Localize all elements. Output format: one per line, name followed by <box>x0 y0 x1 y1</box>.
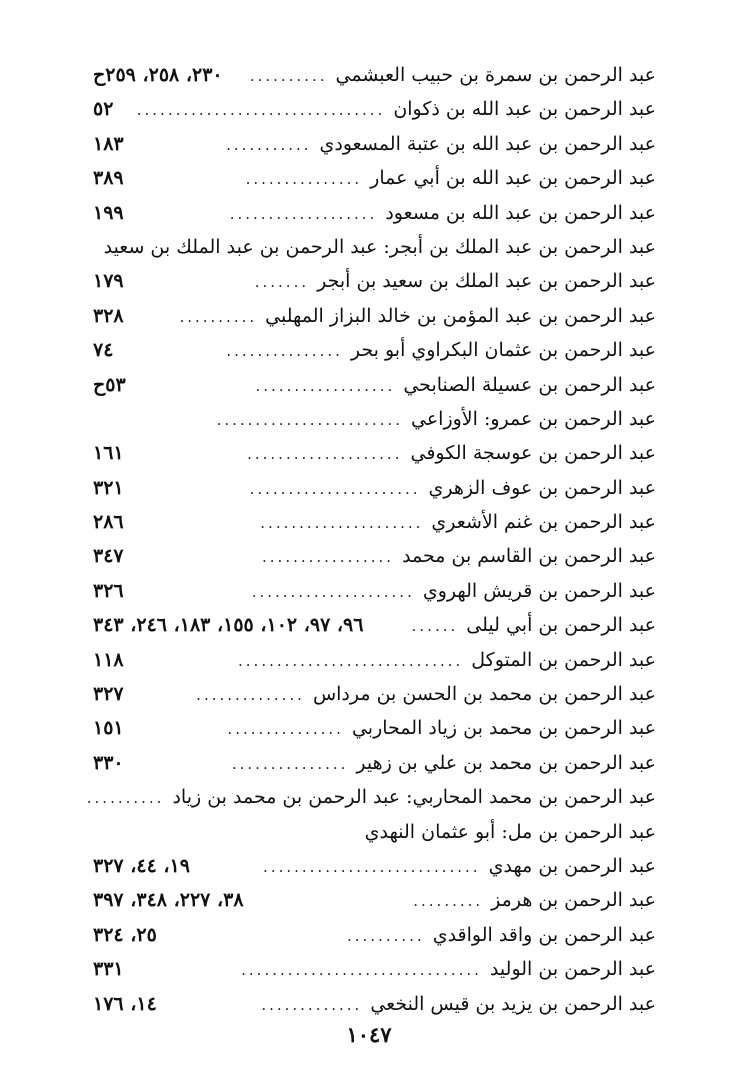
dot-leader: ...................... <box>249 479 421 498</box>
entry-name: عبد الرحمن بن محمد المحاربي: عبد الرحمن بن محمد بن زياد <box>172 786 656 809</box>
entry-name: عبد الرحمن بن عبد الله بن عتبة المسعودي <box>319 132 656 155</box>
index-entry <box>93 539 656 573</box>
entry-page-refs: ٣٤٧ <box>93 545 124 568</box>
entry-name: عبد الرحمن بن أبي ليلى <box>466 614 656 637</box>
entry-name: عبد الرحمن بن الوليد <box>489 958 656 981</box>
dot-leader: .......... <box>86 789 165 808</box>
index-entry <box>93 849 656 883</box>
dot-leader: ............... <box>227 720 344 739</box>
dot-leader: ...... <box>411 617 459 636</box>
entry-name: عبد الرحمن بن عسيلة الصنابحي <box>403 373 656 396</box>
entry-name: عبد الرحمن بن عبد الله بن ذكوان <box>393 98 656 121</box>
index-entry <box>93 264 656 298</box>
index-entry <box>86 780 656 814</box>
dot-leader: ................. <box>262 548 395 567</box>
dot-leader: ............... <box>231 754 349 773</box>
index-entry <box>93 883 656 917</box>
index-entry <box>93 505 656 539</box>
entry-page-refs: ٣٢٦ <box>93 579 124 602</box>
entry-name: عبد الرحمن بن عبد الملك بن أبجر: عبد الرحمن بن عبد الملك بن سعيد <box>103 235 656 258</box>
index-entry <box>93 746 656 780</box>
entry-page-refs: ٣٣١ <box>93 958 124 981</box>
index-entry <box>93 677 656 711</box>
entry-name: عبد الرحمن بن عوف الزهري <box>428 476 656 499</box>
index-entry <box>93 471 656 505</box>
dot-leader: ............................. <box>238 651 464 670</box>
entry-name: عبد الرحمن بن عبد الملك بن سعيد بن أبجر <box>317 270 656 293</box>
entry-name: عبد الرحمن بن عبد المؤمن بن خالد البزاز المهلبي <box>265 304 656 327</box>
entry-page-refs: ٣٣٠ <box>93 751 124 774</box>
entry-page-refs: ٢٣٠، ٢٥٨، ٢٥٩ح <box>93 64 223 86</box>
index-entry <box>93 333 656 367</box>
entry-page-refs: ١٤، ١٧٦ <box>93 992 157 1015</box>
entry-name: عبد الرحمن بن عوسجة الكوفي <box>410 442 656 465</box>
entry-page-refs: ٣٢١ <box>93 476 124 499</box>
dot-leader: ......... <box>413 892 484 911</box>
dot-leader: .................... <box>247 445 403 464</box>
entry-name: عبد الرحمن بن القاسم بن محمد <box>402 545 656 568</box>
dot-leader: .......... <box>179 307 258 326</box>
dot-leader: .......... <box>249 67 328 85</box>
entry-name: عبد الرحمن بن مهدي <box>488 854 656 877</box>
dot-leader: ............. <box>261 995 363 1014</box>
index-list <box>86 58 656 1021</box>
entry-page-refs: ٢٨٦ <box>93 511 124 534</box>
entry-name: عبد الرحمن بن يزيد بن قيس النخعي <box>370 992 656 1015</box>
index-entry <box>93 987 656 1021</box>
dot-leader: .......... <box>347 926 425 945</box>
entry-page-refs: ٧٤ <box>93 339 114 362</box>
index-entry <box>93 952 656 986</box>
index-entry <box>93 436 656 470</box>
entry-page-refs: ٣٨٩ <box>93 167 124 190</box>
entry-page-refs: ١٩، ٤٤، ٣٢٧ <box>93 854 190 877</box>
entry-name: عبد الرحمن بن عمرو: الأوزاعي <box>411 407 656 430</box>
entry-name: عبد الرحمن بن محمد بن علي بن زهير <box>356 751 656 774</box>
entry-page-refs: ٥٢ <box>93 98 114 121</box>
dot-leader: ..................... <box>251 582 415 601</box>
index-entry <box>93 608 656 642</box>
entry-page-refs: ٢٥، ٣٢٤ <box>93 923 157 946</box>
index-entry <box>93 574 656 608</box>
index-entry <box>93 368 656 402</box>
entry-name: عبد الرحمن بن محمد بن الحسن بن مرداس <box>312 683 656 706</box>
entry-name: عبد الرحمن بن محمد بن زياد المحاربي <box>351 717 656 740</box>
entry-page-refs: ٣٨، ٢٢٧، ٣٤٨، ٣٩٧ <box>93 889 244 912</box>
index-entry <box>93 643 656 677</box>
dot-leader: ............... <box>245 170 363 189</box>
dot-leader: ........... <box>226 135 312 154</box>
entry-page-refs: ٥٣ح <box>93 373 126 396</box>
entry-name: عبد الرحمن بن عبد الله بن مسعود <box>385 201 656 224</box>
dot-leader: ............................... <box>241 961 482 980</box>
dot-leader: ....... <box>254 273 310 292</box>
entry-page-refs: ١٨٣ <box>93 132 124 155</box>
dot-leader: .............. <box>196 686 305 705</box>
index-entry <box>93 127 656 161</box>
index-entry <box>93 815 656 849</box>
entry-page-refs: ١٥١ <box>93 717 124 740</box>
index-entry <box>93 299 656 333</box>
index-entry <box>93 918 656 952</box>
index-entry <box>93 402 656 436</box>
dot-leader: ............................ <box>263 857 481 876</box>
index-entry <box>93 711 656 745</box>
index-entry <box>93 196 656 230</box>
entry-name: عبد الرحمن بن مل: أبو عثمان النهدي <box>364 820 656 843</box>
entry-page-refs: ٣٢٨ <box>93 304 124 327</box>
entry-page-refs: ٩٦، ٩٧، ١٠٢، ١٥٥، ١٨٣، ٢٤٦، ٣٤٣ <box>93 614 364 637</box>
dot-leader: ........................ <box>216 410 403 429</box>
dot-leader: ................................ <box>136 101 386 120</box>
index-entry <box>93 230 656 264</box>
dot-leader: .................. <box>255 376 396 395</box>
entry-name: عبد الرحمن بن سمرة بن حبيب العبشمي <box>335 64 656 86</box>
dot-leader: ..................... <box>260 514 424 533</box>
entry-page-refs: ١٧٩ <box>93 270 124 293</box>
entry-name: عبد الرحمن بن قريش الهروي <box>422 579 656 602</box>
index-entry <box>93 161 656 195</box>
entry-name: عبد الرحمن بن غنم الأشعري <box>431 511 656 534</box>
entry-name: عبد الرحمن بن المتوكل <box>471 648 656 671</box>
index-entry <box>93 92 656 126</box>
dot-leader: ................... <box>229 204 378 223</box>
page-number: ١٠٤٧ <box>346 1022 392 1047</box>
index-entry <box>93 58 656 92</box>
dot-leader: ............... <box>226 342 343 361</box>
entry-page-refs: ٣٢٧ <box>93 683 124 706</box>
entry-name: عبد الرحمن بن هرمز <box>491 889 656 912</box>
entry-page-refs: ١١٨ <box>93 648 124 671</box>
entry-name: عبد الرحمن بن عثمان البكراوي أبو بحر <box>350 339 656 362</box>
entry-name: عبد الرحمن بن عبد الله بن أبي عمار <box>370 167 656 190</box>
entry-name: عبد الرحمن بن واقد الواقدي <box>432 923 656 946</box>
entry-page-refs: ١٦١ <box>93 442 124 465</box>
entry-page-refs: ١٩٩ <box>93 201 124 224</box>
